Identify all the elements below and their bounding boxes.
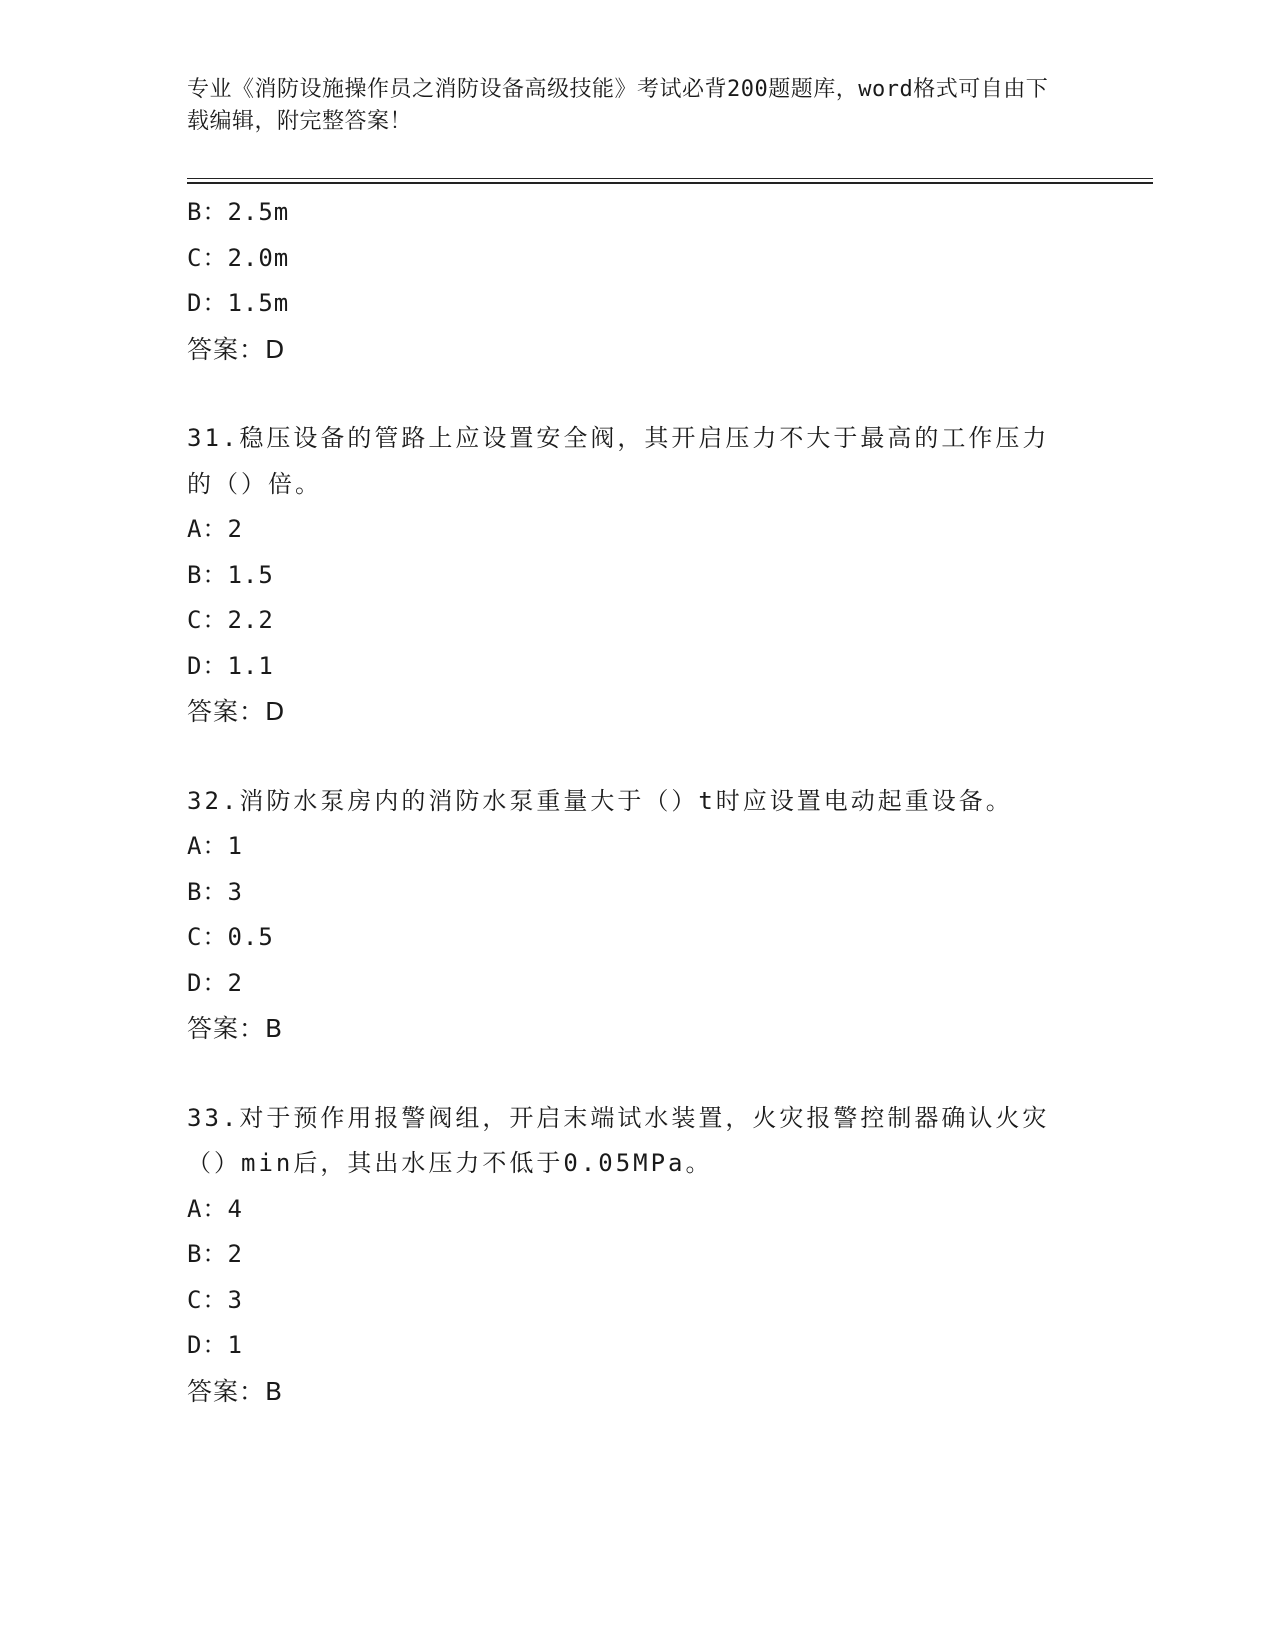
answer-line: 答案：D — [187, 697, 286, 726]
option-d: D：1.5m — [187, 289, 290, 317]
option-d: D：1.1 — [187, 651, 274, 680]
previous-question-tail — [187, 190, 1087, 372]
question-31 — [187, 416, 1087, 735]
option-c: C：2.0m — [187, 243, 290, 272]
header-text: 专业《消防设施操作员之消防设备高级技能》考试必背200题题库，word格式可自由下载编辑，附完整答案！ — [187, 77, 1049, 134]
option-a: A：2 — [187, 515, 243, 543]
spacer — [187, 1052, 1087, 1096]
option-b: B：2.5m — [187, 198, 290, 226]
header-divider-bottom — [187, 182, 1153, 184]
option-b: B：2 — [187, 1240, 243, 1268]
spacer — [187, 735, 1087, 779]
option-b: B：1.5 — [187, 560, 274, 589]
spacer — [187, 372, 1087, 416]
option-d: D：1 — [187, 1331, 243, 1359]
option-b: B：3 — [187, 877, 243, 906]
page-header — [187, 74, 1067, 138]
option-c: C：2.2 — [187, 606, 274, 634]
question-text: 33.对于预作用报警阀组，开启末端试水装置，火灾报警控制器确认火灾（）min后，其出水压力不低于0.05MPa。 — [187, 1103, 1050, 1177]
answer-line: 答案：D — [187, 334, 286, 364]
answer-line: 答案：B — [187, 1014, 284, 1043]
option-a: A：1 — [187, 832, 243, 860]
question-text: 32.消防水泵房内的消防水泵重量大于（）t时应设置电动起重设备。 — [187, 786, 1013, 815]
document-body — [187, 190, 1087, 1414]
answer-line: 答案：B — [187, 1376, 284, 1406]
option-c: C：0.5 — [187, 923, 274, 951]
question-32 — [187, 779, 1087, 1052]
option-c: C：3 — [187, 1285, 243, 1314]
header-divider-top — [187, 178, 1153, 179]
question-33 — [187, 1096, 1087, 1415]
option-d: D：2 — [187, 968, 243, 997]
question-text: 31.稳压设备的管路上应设置安全阀，其开启压力不大于最高的工作压力的（）倍。 — [187, 424, 1050, 498]
option-a: A：4 — [187, 1194, 243, 1223]
